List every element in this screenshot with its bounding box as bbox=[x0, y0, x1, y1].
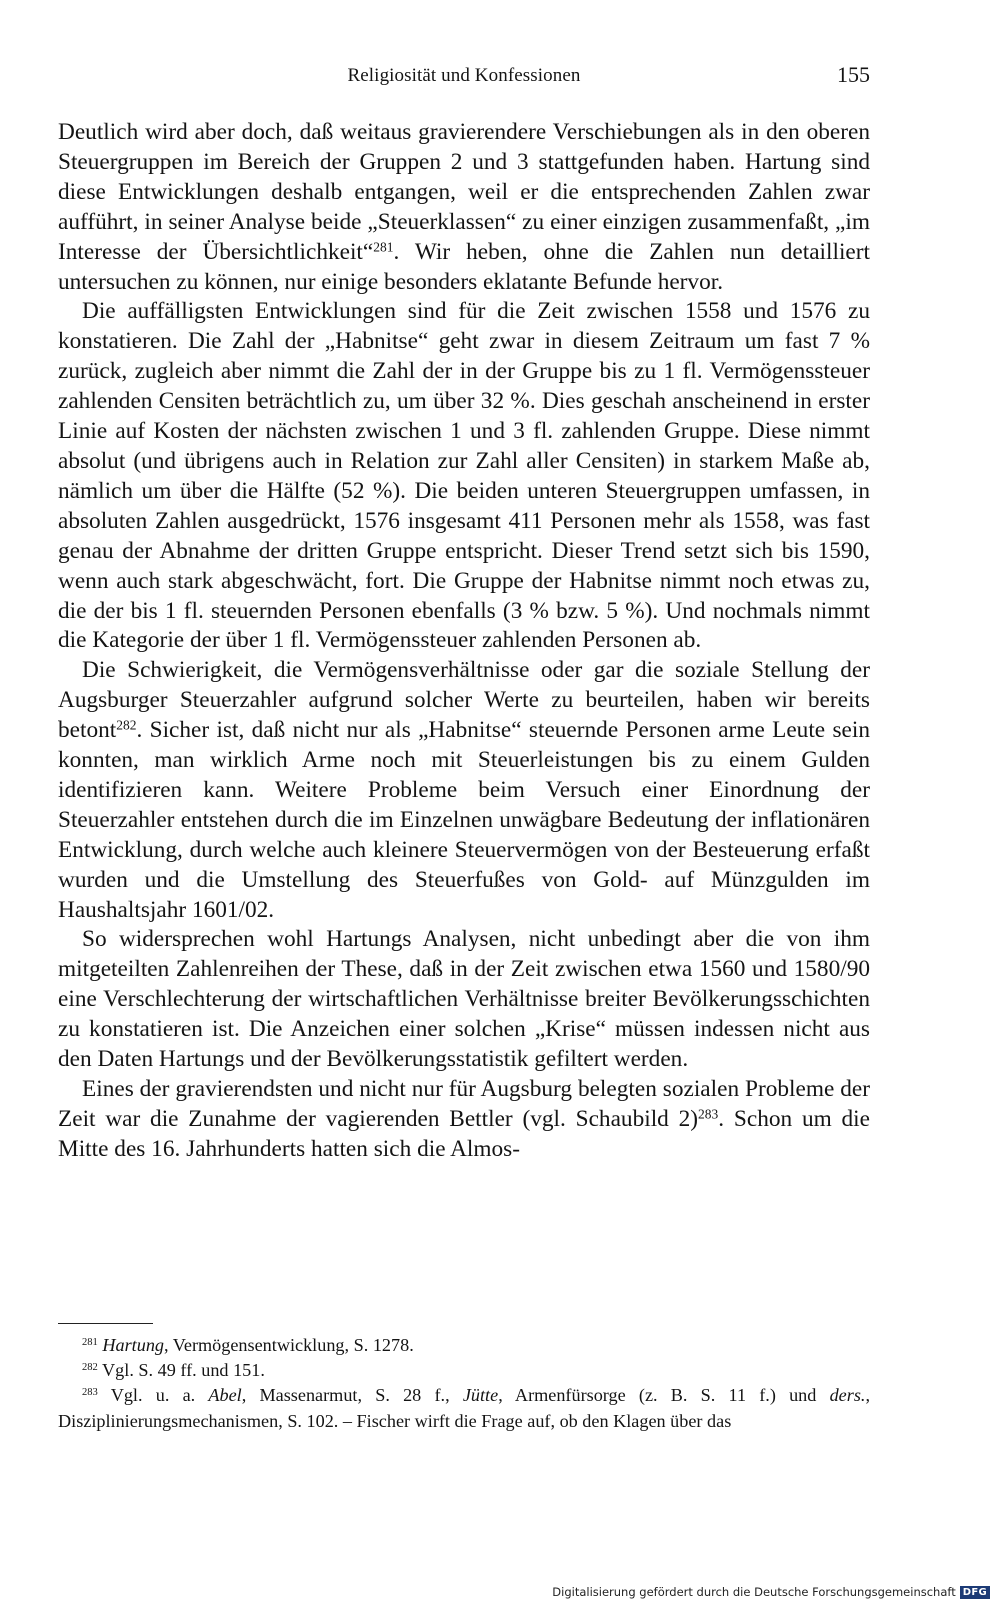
footnote-author: Hartung bbox=[102, 1335, 165, 1355]
dfg-logo: DFG bbox=[960, 1586, 990, 1599]
footnote-text: Vgl. u. a. bbox=[110, 1385, 209, 1406]
paragraph-3 bbox=[58, 656, 870, 925]
footnote-text: Vgl. S. 49 ff. und 151. bbox=[102, 1360, 265, 1381]
footnotes bbox=[58, 1333, 870, 1434]
footnote-number: 281 bbox=[82, 1337, 98, 1349]
paragraph-1-text-cont: . Wir heben, ohne die Zahlen nun detailliert untersuchen zu können, nur einige besonders eklatante Befunde hervor. bbox=[58, 238, 871, 295]
paragraph-5 bbox=[58, 1075, 870, 1165]
page-number: 155 bbox=[837, 62, 870, 87]
footnote-author: ders. bbox=[829, 1385, 866, 1406]
footnote-author: Abel bbox=[208, 1385, 242, 1406]
digitization-credit bbox=[552, 1583, 990, 1601]
footnote-283 bbox=[58, 1383, 870, 1433]
footnote-282 bbox=[58, 1358, 870, 1383]
paragraph-5-text-cont: . Schon um die Mitte des 16. Jahrhunderts hatten sich die Almos- bbox=[58, 1105, 870, 1162]
paragraph-4: So widersprechen wohl Hartungs Analysen, nicht unbedingt aber die von ihm mitgeteilten Zahlenreihen der These, daß in der Zeit zwischen etwa 1560 und 1580/90 eine Verschlechterung der wirtschaftlichen Verhältnisse breiter Bevölkerungsschichten zu konstatieren ist. Die Anzeichen einer solchen „Krise“ müssen indessen nicht aus den Daten Hartungs und der Bevölkerungsstatistik gefiltert werden. bbox=[58, 926, 870, 1073]
footnote-ref-281: 281 bbox=[373, 239, 394, 255]
footnote-text: , Disziplinierungsmechanismen, S. 102. – Fischer wirft die Frage auf, ob den Klagen über das bbox=[58, 1385, 870, 1431]
footnote-number: 283 bbox=[82, 1387, 98, 1399]
footnote-separator bbox=[58, 1323, 153, 1324]
paragraph-1 bbox=[58, 118, 870, 297]
body-text bbox=[58, 118, 870, 1165]
paragraph-3-text-cont: . Sicher ist, daß nicht nur als „Habnitse“ steuernde Personen arme Leute sein konnten, man wirklich Arme noch mit Steuerleistungen bis zu einem Gulden identifizieren kann. Weitere Probleme beim Versuch einer Einordnung der Steuerzahler entstehen durch die im Einzelnen unwägbare Bedeutung der inflationären Entwicklung, durch welche auch kleinere Steuervermögen von der Besteuerung erfaßt wurden und die Umstellung des Steuerfußes von Gold- auf Münzgulden im Haushaltsjahr 1601/02. bbox=[58, 717, 870, 923]
footnote-281 bbox=[58, 1333, 870, 1358]
footnote-text: , Armenfürsorge (z. B. S. 11 f.) und bbox=[498, 1385, 830, 1406]
paragraph-1-text: Deutlich wird aber doch, daß weitaus gravierendere Verschiebungen als in den oberen Steuergruppen im Bereich der Gruppen 2 und 3 stattgefunden haben. Hartung sind diese Entwicklungen deshalb entgangen, weil er die entsprechenden Zahlen zwar aufführt, in seiner Analyse beide „Steuerklassen“ zu einer einzigen zusammenfaßt, „im Interesse der Übersichtlichkeit“ bbox=[58, 119, 870, 265]
paragraph-2: Die auffälligsten Entwicklungen sind für die Zeit zwischen 1558 und 1576 zu konstatieren. Die Zahl der „Habnitse“ geht zwar in diesem Zeitraum um fast 7 % zurück, zugleich aber nimmt die Zahl der in der Gruppe bis zu 1 fl. Vermögenssteuer zahlenden Censiten beträchtlich zu, um über 32 %. Dies geschah anscheinend in erster Linie auf Kosten der nächsten zwischen 1 und 3 fl. zahlenden Gruppe. Diese nimmt absolut (und übrigens auch in Relation zur Zahl aller Censiten) in starkem Maße ab, nämlich um über die Hälfte (52 %). Die beiden unteren Steuergruppen umfassen, in absoluten Zahlen ausgedrückt, 1576 insgesamt 411 Personen mehr als 1558, was fast genau der Abnahme der dritten Gruppe entspricht. Dieser Trend setzt sich bis 1590, wenn auch stark abgeschwächt, fort. Die Gruppe der Habnitse nimmt noch etwas zu, die der bis 1 fl. steuernden Personen ebenfalls (3 % bzw. 5 %). Und nochmals nimmt die Kategorie der über 1 fl. Vermögenssteuer zahlenden Personen ab. bbox=[58, 298, 870, 654]
footnote-text: , Massenarmut, S. 28 f., bbox=[241, 1385, 463, 1406]
footnote-ref-282: 282 bbox=[116, 717, 137, 733]
credit-text: Digitalisierung gefördert durch die Deutsche Forschungsgemeinschaft bbox=[552, 1585, 956, 1599]
footnote-author: Jütte bbox=[462, 1385, 499, 1406]
footnote-ref-283: 283 bbox=[698, 1106, 719, 1122]
running-title: Religiosität und Konfessionen bbox=[347, 65, 581, 86]
paragraph-3-text: Die Schwierigkeit, die Vermögensverhältnisse oder gar die soziale Stellung der Augsburger Steuerzahler aufgrund solcher Werte zu beurteilen, haben wir bereits betont bbox=[58, 657, 870, 744]
footnote-number: 282 bbox=[82, 1362, 98, 1374]
footnote-text: , Vermögensentwicklung, S. 1278. bbox=[164, 1335, 414, 1355]
paragraph-5-text: Eines der gravierendsten und nicht nur für Augsburg belegten sozialen Probleme der Zeit war die Zunahme der vagierenden Bettler (vgl. Schaubild 2) bbox=[58, 1076, 870, 1132]
running-head bbox=[58, 62, 870, 92]
